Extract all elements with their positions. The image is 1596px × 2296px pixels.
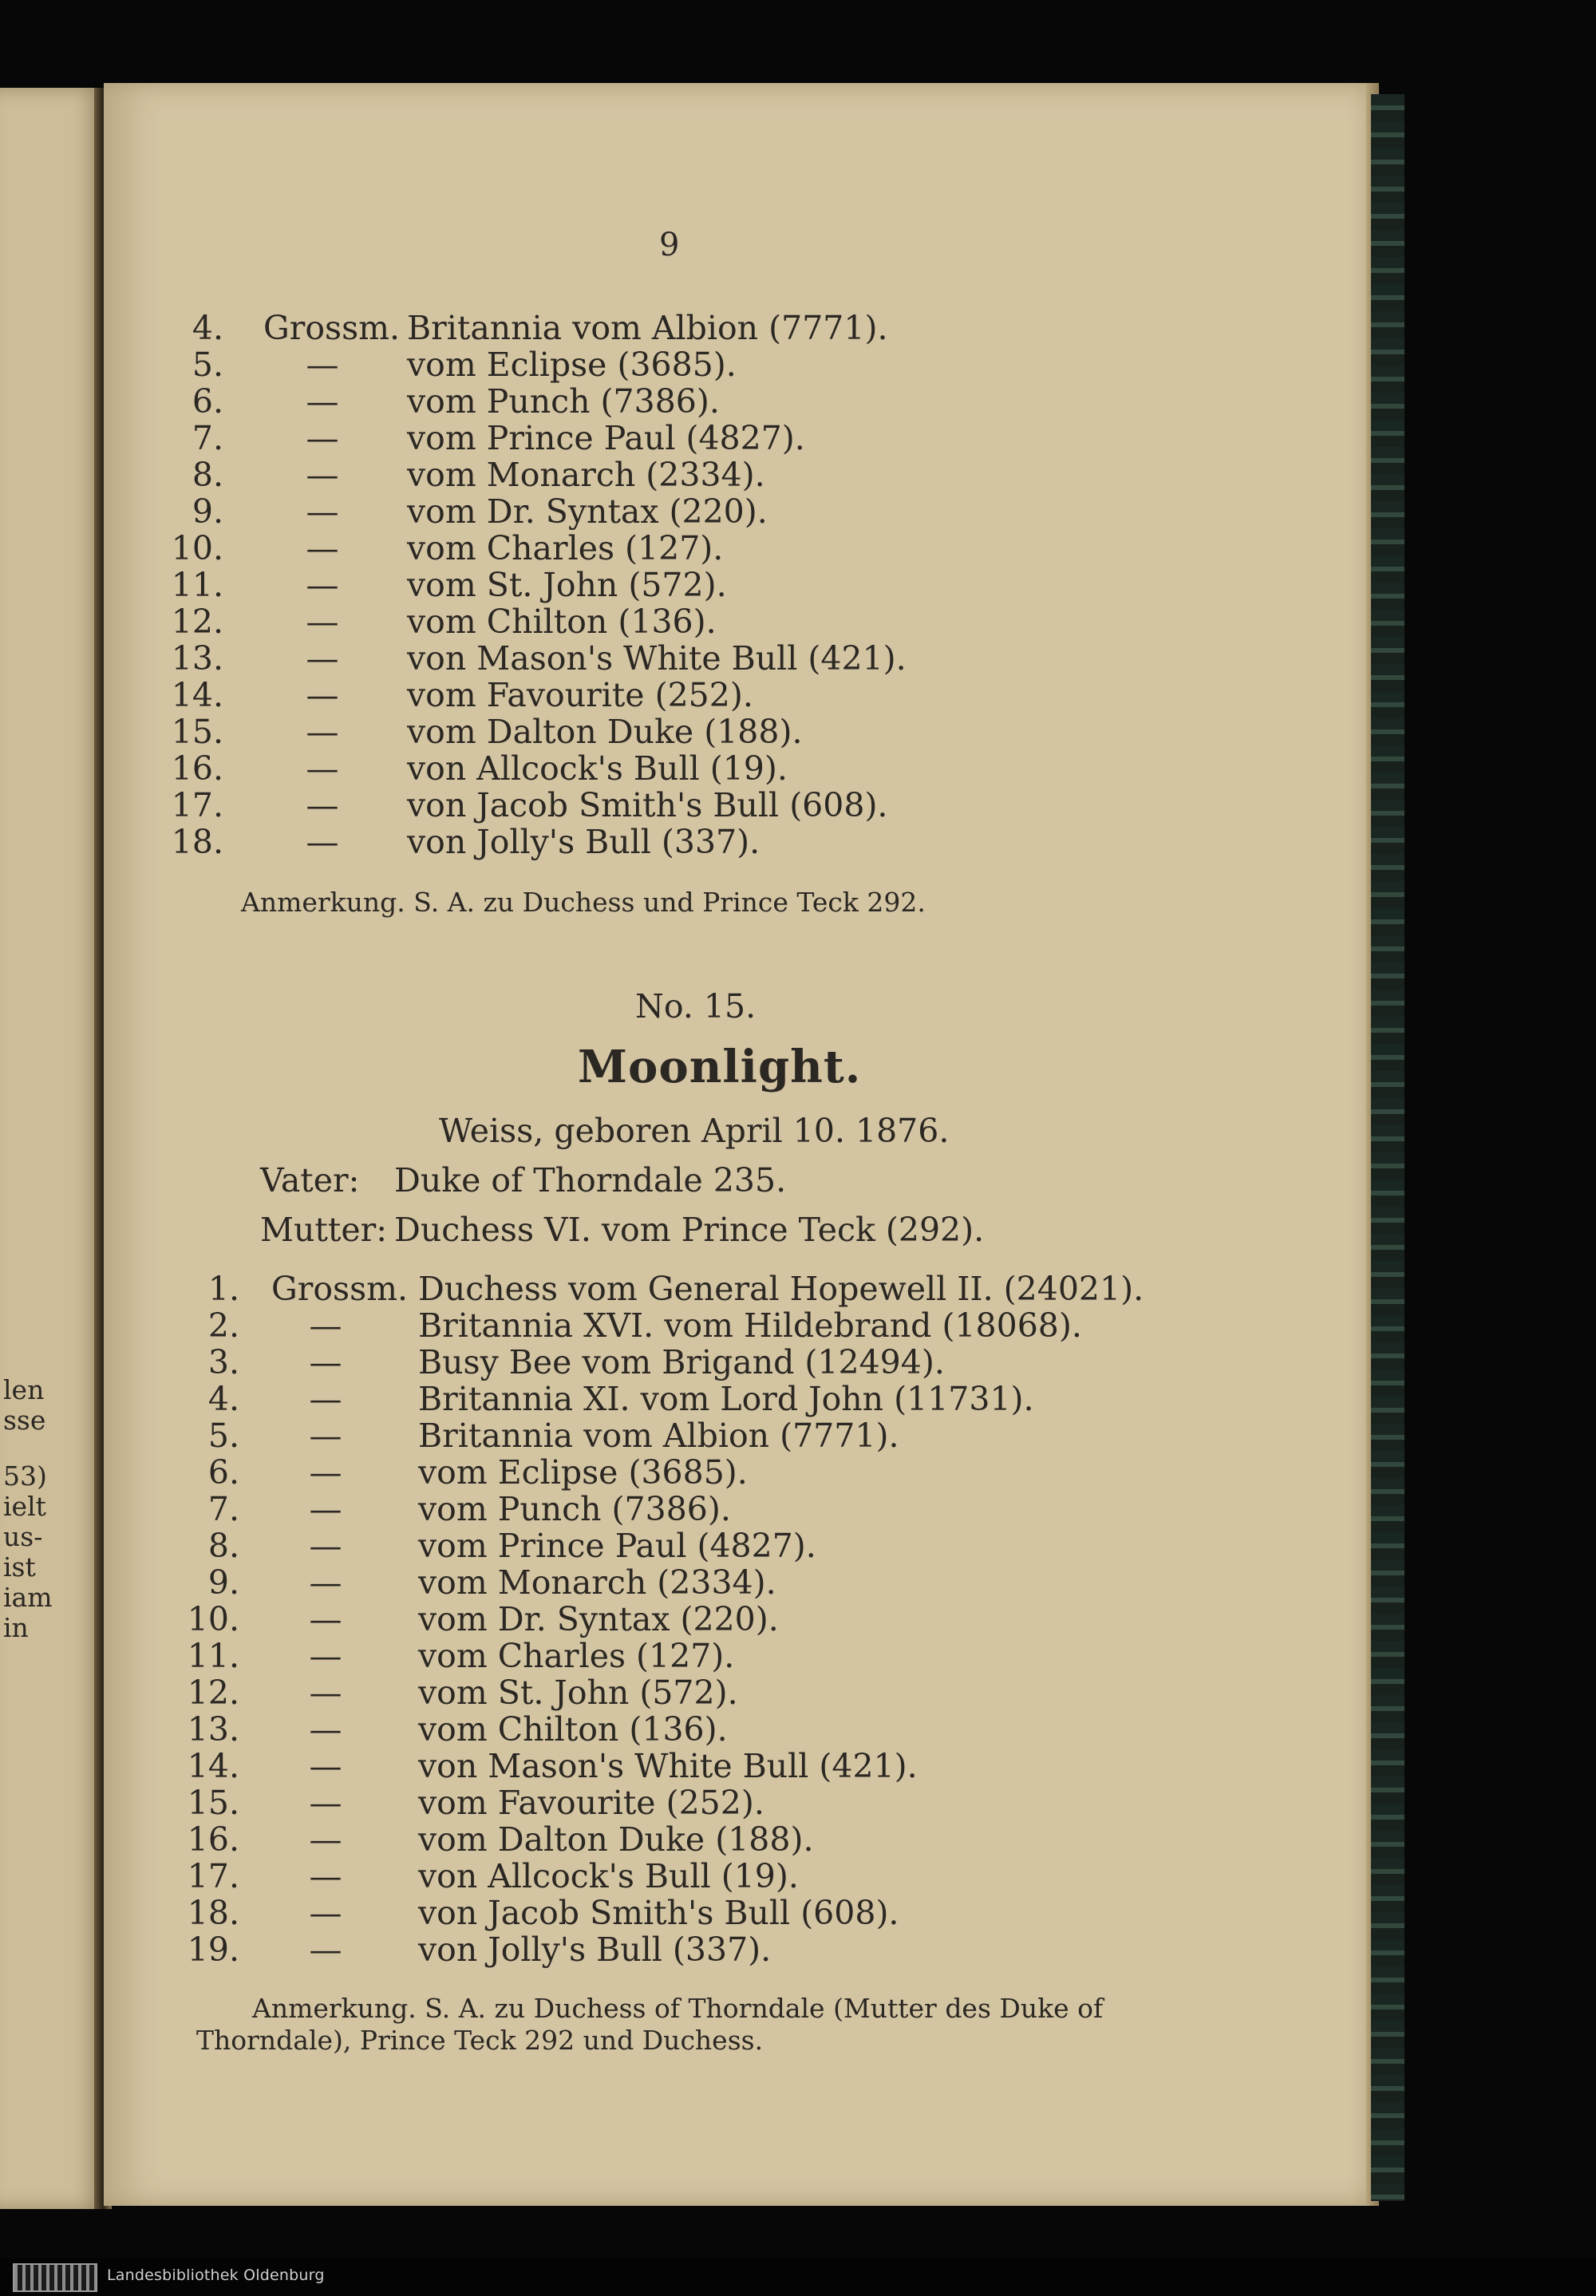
list-b-number: 8. [207,1527,239,1565]
father-label: Vater: [260,1161,360,1199]
list-a-number: 6. [192,382,223,421]
ditto-mark: — [309,1600,342,1638]
entry-description: Weiss, geboren April 10. 1876. [439,1112,950,1150]
list-a-number: 15. [171,713,223,751]
ditto-mark: — [309,1747,342,1785]
list-a-number: 10. [171,529,223,567]
list-a-item-text: vom Favourite (252). [407,676,753,714]
ditto-mark: — [306,603,339,641]
list-a-number: 16. [171,749,223,788]
list-b-number: 17. [187,1857,239,1895]
book-binding [1371,94,1404,2201]
ditto-mark: — [309,1343,342,1381]
margin-fragment: sse [3,1405,46,1436]
ditto-mark: — [309,1820,342,1859]
list-b-number: 18. [187,1894,239,1932]
list-b-note-line1: Anmerkung. S. A. zu Duchess of Thorndale (Mutter des Duke of [252,1993,1104,2024]
list-b-item-text: vom Dalton Duke (188). [418,1820,814,1859]
left-page-edge [0,88,105,2209]
entry-number: No. 15. [635,987,757,1025]
ditto-mark: — [309,1930,342,1969]
list-a-item-text: von Jolly's Bull (337). [407,823,760,861]
ditto-mark: — [306,456,339,494]
ditto-mark: — [309,1637,342,1675]
list-b-number: 12. [187,1674,239,1712]
list-b-item-text: Britannia XI. vom Lord John (11731). [418,1380,1034,1418]
list-b-item-text: von Allcock's Bull (19). [418,1857,799,1895]
list-b-item-text: vom Eclipse (3685). [418,1453,748,1492]
mother-value: Duchess VI. vom Prince Teck (292). [394,1211,985,1249]
list-a-item-text: vom Monarch (2334). [407,456,765,494]
entry-title: Moonlight. [578,1041,862,1093]
list-a-note: Anmerkung. S. A. zu Duchess und Prince Teck 292. [241,887,926,918]
list-a-number: 13. [171,639,223,678]
list-a-number: 18. [171,823,223,861]
list-b-number: 1. [207,1270,239,1308]
page-number: 9 [659,227,680,263]
margin-fragment: 53) [3,1460,47,1492]
ditto-mark: — [309,1380,342,1418]
list-b-item-text: vom Prince Paul (4827). [418,1527,816,1565]
ditto-mark: — [309,1306,342,1345]
ditto-mark: — [306,492,339,531]
list-b-number: 6. [207,1453,239,1492]
list-a-number: 9. [192,492,223,531]
list-a-item-text: vom Punch (7386). [407,382,720,421]
list-a-first-label: Grossm. [263,309,401,347]
ditto-mark: — [306,713,339,751]
list-b-item-text: vom Favourite (252). [418,1784,764,1822]
list-b-item-text: Duchess vom General Hopewell II. (24021). [418,1270,1144,1308]
margin-fragment: in [3,1612,29,1643]
list-b-number: 13. [187,1710,239,1749]
list-a-item-text: vom Dalton Duke (188). [407,713,803,751]
list-a-item-text: vom Eclipse (3685). [407,346,737,384]
margin-fragment: us- [3,1521,43,1552]
list-b-first-label: Grossm. [271,1270,409,1308]
library-logo-icon [13,2263,97,2292]
list-b-item-text: vom Chilton (136). [418,1710,728,1749]
list-b-number: 2. [207,1306,239,1345]
mother-label: Mutter: [260,1211,388,1249]
ditto-mark: — [306,786,339,824]
ditto-mark: — [306,639,339,678]
list-b-number: 4. [207,1380,239,1418]
list-b-item-text: vom Monarch (2334). [418,1563,776,1602]
list-a-item-text: von Jacob Smith's Bull (608). [407,786,888,824]
ditto-mark: — [309,1453,342,1492]
list-b-item-text: Britannia vom Albion (7771). [418,1417,899,1455]
ditto-mark: — [306,419,339,457]
list-a-item-text: vom Charles (127). [407,529,724,567]
list-b-number: 15. [187,1784,239,1822]
ditto-mark: — [306,566,339,604]
list-b-item-text: vom Punch (7386). [418,1490,731,1528]
ditto-mark: — [309,1527,342,1565]
list-a-item-text: Britannia vom Albion (7771). [407,309,888,347]
list-b-item-text: von Jacob Smith's Bull (608). [418,1894,899,1932]
ditto-mark: — [306,823,339,861]
margin-fragment: iam [3,1582,53,1613]
list-b-number: 11. [187,1637,239,1675]
father-value: Duke of Thorndale 235. [394,1161,787,1199]
list-b-number: 19. [187,1930,239,1969]
list-b-item-text: Britannia XVI. vom Hildebrand (18068). [418,1306,1082,1345]
list-b-item-text: vom Dr. Syntax (220). [418,1600,779,1638]
list-b-note-line2: Thorndale), Prince Teck 292 und Duchess. [196,2025,764,2056]
list-a-item-text: vom Prince Paul (4827). [407,419,805,457]
list-b-item-text: von Jolly's Bull (337). [418,1930,772,1969]
ditto-mark: — [306,749,339,788]
ditto-mark: — [309,1417,342,1455]
ditto-mark: — [306,676,339,714]
list-a-number: 12. [171,603,223,641]
list-b-number: 5. [207,1417,239,1455]
ditto-mark: — [309,1563,342,1602]
ditto-mark: — [306,346,339,384]
ditto-mark: — [309,1674,342,1712]
ditto-mark: — [309,1857,342,1895]
ditto-mark: — [309,1894,342,1932]
ditto-mark: — [309,1490,342,1528]
list-a-item-text: vom St. John (572). [407,566,727,604]
ditto-mark: — [309,1710,342,1749]
list-b-number: 16. [187,1820,239,1859]
list-b-number: 14. [187,1747,239,1785]
ditto-mark: — [306,529,339,567]
list-a-item-text: vom Dr. Syntax (220). [407,492,768,531]
list-a-number: 5. [192,346,223,384]
list-a-item-text: von Allcock's Bull (19). [407,749,788,788]
list-b-number: 9. [207,1563,239,1602]
ditto-mark: — [306,382,339,421]
margin-fragment: len [3,1374,45,1405]
list-a-number: 4. [192,309,223,347]
list-b-item-text: Busy Bee vom Brigand (12494). [418,1343,945,1381]
list-a-item-text: vom Chilton (136). [407,603,717,641]
list-a-number: 8. [192,456,223,494]
list-b-item-text: von Mason's White Bull (421). [418,1747,918,1785]
list-b-item-text: vom St. John (572). [418,1674,738,1712]
list-b-number: 3. [207,1343,239,1381]
margin-fragment: ist [3,1551,36,1583]
ditto-mark: — [309,1784,342,1822]
list-a-number: 11. [171,566,223,604]
library-name: Landesbibliothek Oldenburg [107,2266,325,2284]
list-b-item-text: vom Charles (127). [418,1637,735,1675]
list-b-number: 10. [187,1600,239,1638]
margin-fragment: ielt [3,1491,46,1522]
list-a-number: 7. [192,419,223,457]
list-a-item-text: von Mason's White Bull (421). [407,639,907,678]
list-a-number: 14. [171,676,223,714]
list-b-number: 7. [207,1490,239,1528]
list-a-number: 17. [171,786,223,824]
